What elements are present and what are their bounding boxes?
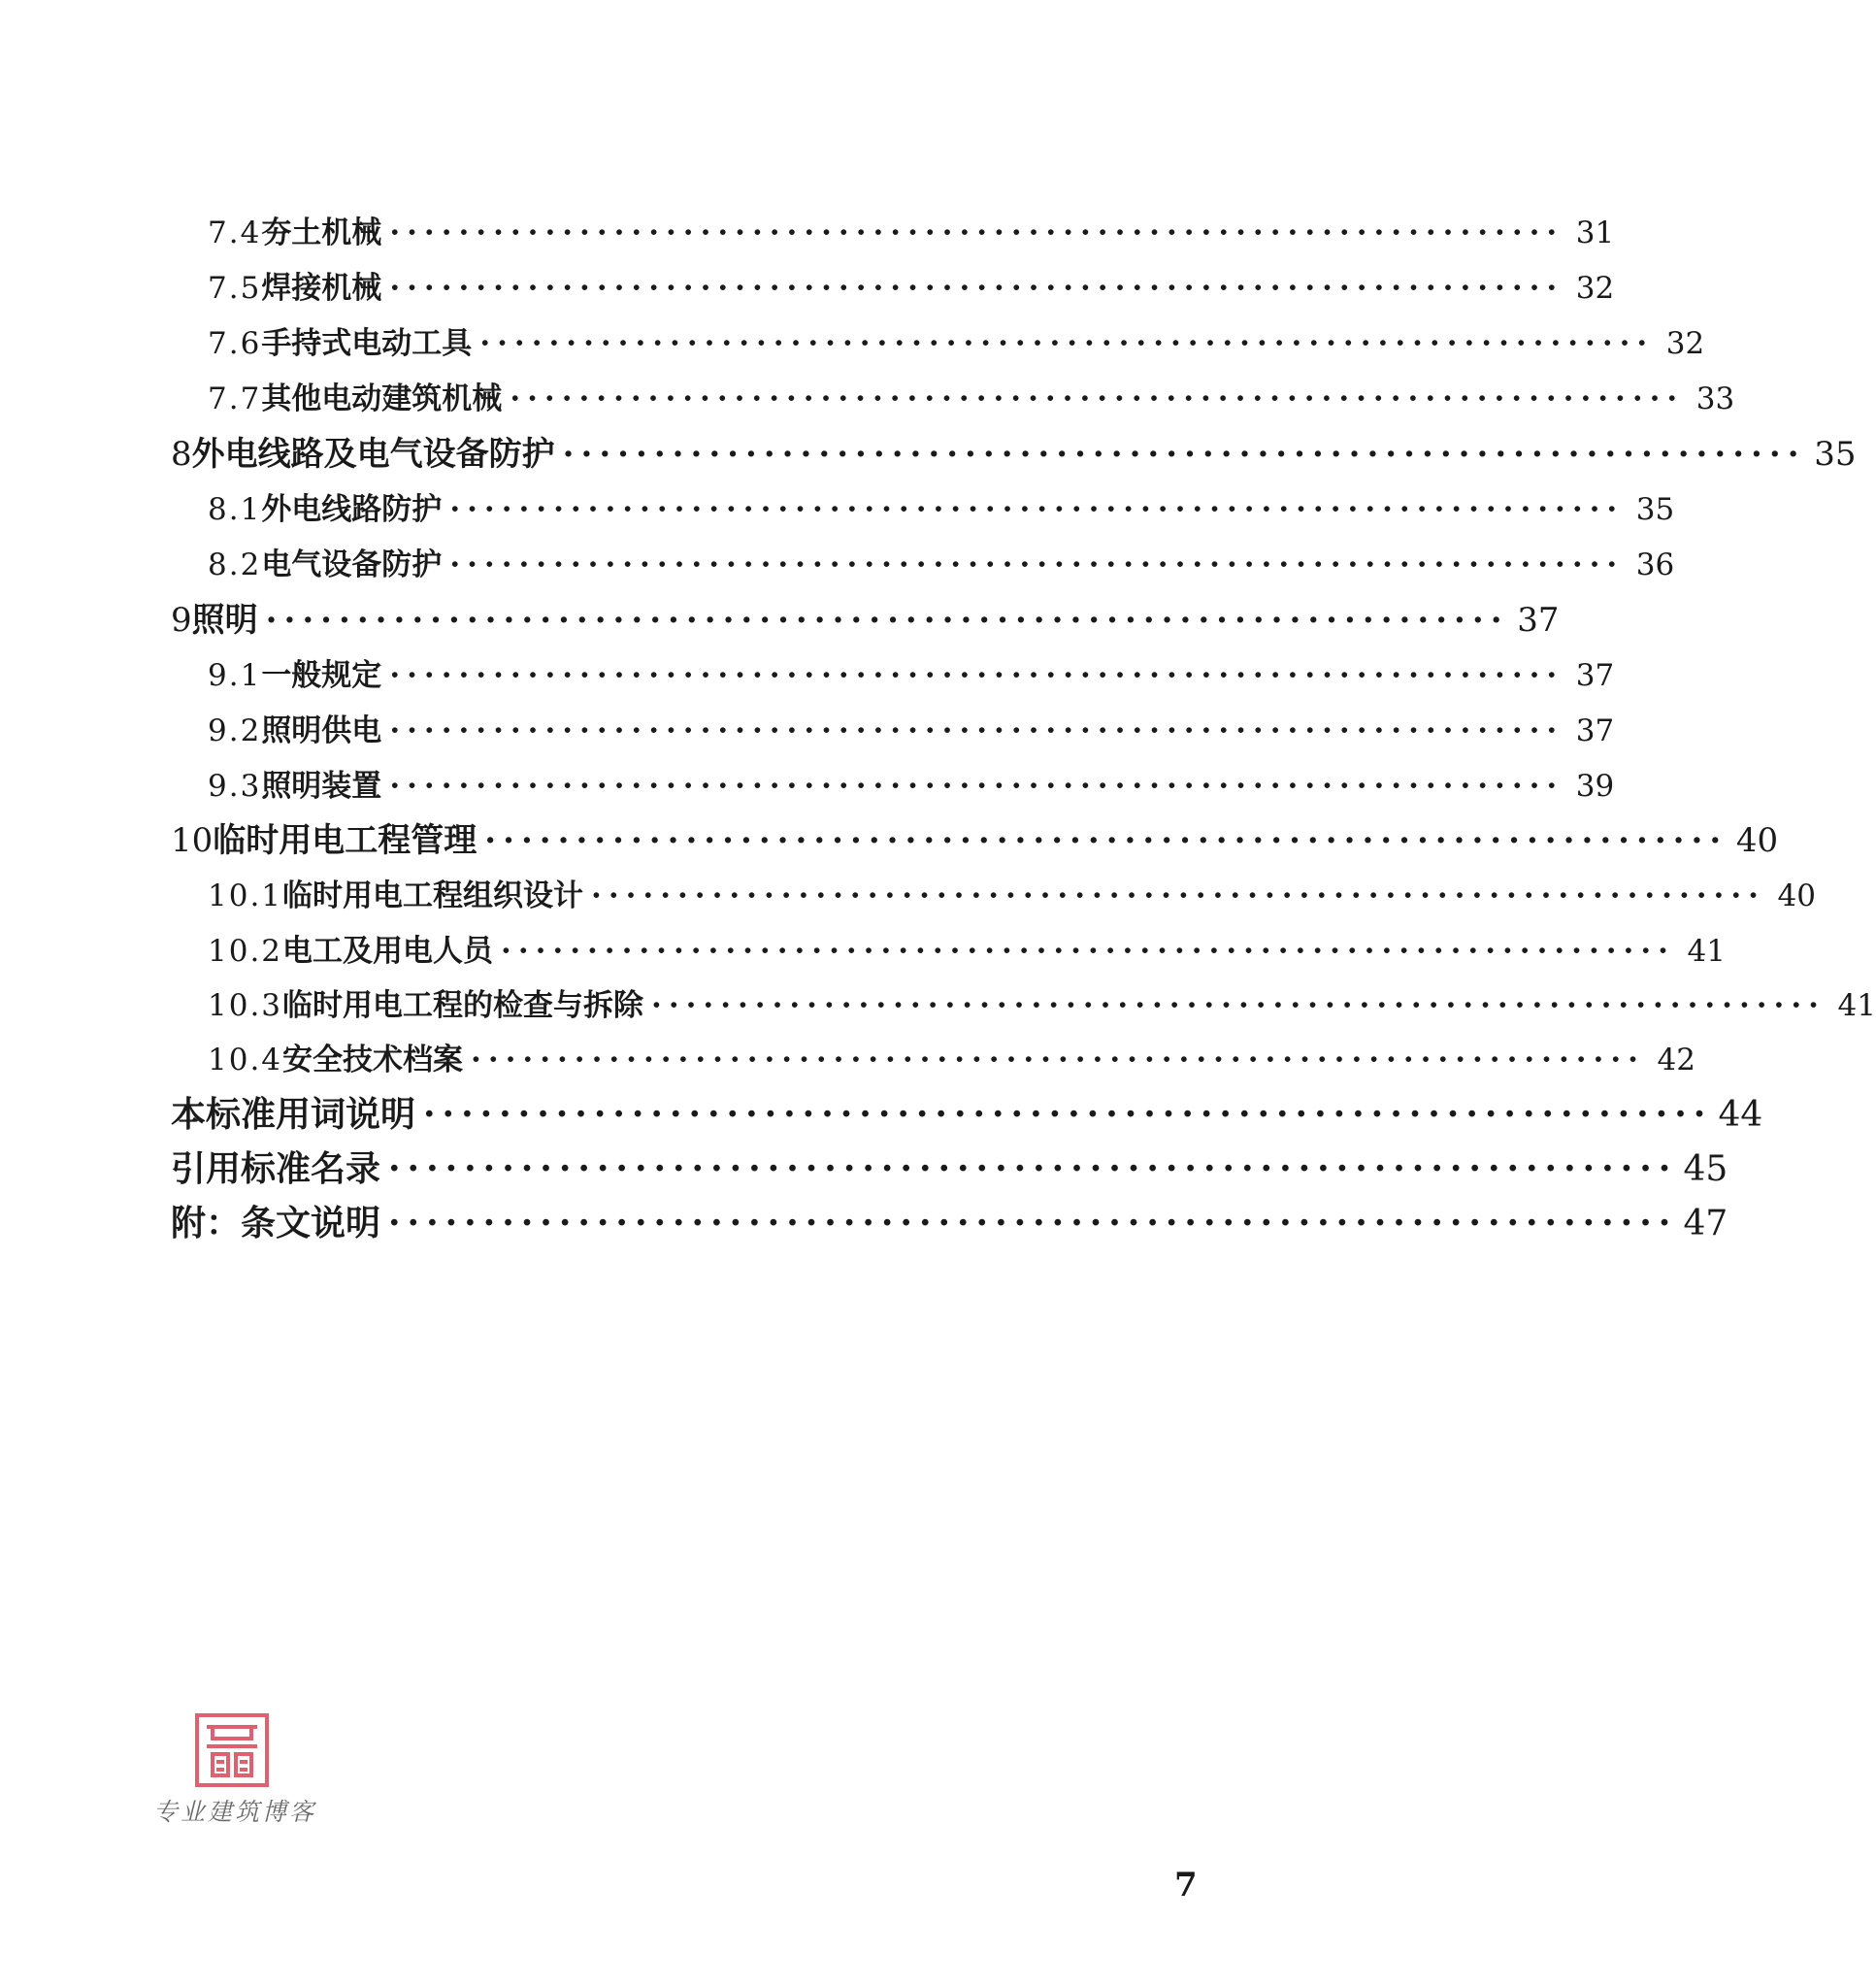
toc-entry-page: 33 <box>1695 381 1735 416</box>
toc-entry-title: 电气设备防护 <box>261 547 443 582</box>
toc-entry-page: 37 <box>1517 601 1560 640</box>
toc-entry-page: 39 <box>1575 769 1615 804</box>
toc-entry-number: 10.1 <box>208 878 283 913</box>
toc-entry[interactable] <box>208 318 1705 362</box>
toc-backmatter-entry[interactable] <box>171 1196 1728 1245</box>
toc-entry[interactable] <box>208 484 1675 528</box>
dot-leader: ···································································· <box>562 435 1806 474</box>
toc-entry[interactable] <box>208 650 1615 694</box>
dot-leader: ···································································· <box>389 713 1564 748</box>
dot-leader: ···································································· <box>389 215 1564 250</box>
toc-entry-page: 47 <box>1683 1204 1728 1243</box>
dot-leader: ···································································· <box>484 821 1728 860</box>
toc-entry-page: 32 <box>1575 271 1615 306</box>
toc-entry-title: 焊接机械 <box>261 271 382 306</box>
toc-entry-title: 照明装置 <box>261 769 382 804</box>
toc-entry-number: 8 <box>171 435 192 474</box>
toc-entry-page: 40 <box>1735 821 1779 860</box>
toc-entry-page: 35 <box>1814 435 1857 474</box>
toc-entry-number: 9.1 <box>208 658 262 693</box>
toc-entry-number: 10.3 <box>208 988 283 1023</box>
toc-entry-page: 37 <box>1575 658 1615 693</box>
toc-entry-number: 9 <box>171 601 192 640</box>
toc-entry-page: 37 <box>1575 713 1615 748</box>
dot-leader: ···································································· <box>388 1148 1678 1189</box>
toc-entry-title: 安全技术档案 <box>282 1043 464 1077</box>
toc-entry-number: 9.2 <box>208 713 262 748</box>
dot-leader: ···································································· <box>265 601 1509 640</box>
dot-leader: ···································································· <box>389 271 1564 306</box>
toc-entry-page: 44 <box>1718 1095 1763 1135</box>
toc-chapter-entry[interactable] <box>171 813 1779 861</box>
toc-chapter-entry[interactable] <box>171 593 1560 641</box>
toc-entry-title: 临时用电工程组织设计 <box>282 878 584 913</box>
toc-entry-title: 电工及用电人员 <box>282 934 494 969</box>
toc-entry-title: 照明 <box>191 601 258 640</box>
dot-leader: ···································································· <box>501 934 1675 969</box>
dot-leader: ···································································· <box>389 769 1564 804</box>
dot-leader: ···································································· <box>389 658 1564 693</box>
toc-entry[interactable] <box>208 980 1876 1024</box>
toc-entry-title: 外电线路及电气设备防护 <box>191 435 555 474</box>
toc-entry-title: 附：条文说明 <box>171 1203 381 1243</box>
toc-entry-title: 引用标准名录 <box>171 1148 381 1189</box>
toc-entry-title: 本标准用词说明 <box>171 1094 416 1135</box>
dot-leader: ···································································· <box>423 1094 1713 1135</box>
toc-backmatter-entry[interactable] <box>171 1142 1728 1191</box>
page-number: 7 <box>1174 1866 1198 1905</box>
toc-entry-page: 32 <box>1665 326 1705 361</box>
toc-entry-number: 10 <box>171 821 214 860</box>
toc-entry-number: 9.3 <box>208 769 262 804</box>
toc-entry-page: 40 <box>1777 878 1816 913</box>
toc-chapter-entry[interactable] <box>171 427 1857 475</box>
dot-leader: ···································································· <box>510 381 1685 416</box>
toc-entry-number: 8.2 <box>208 547 262 582</box>
toc-entry-title: 照明供电 <box>261 713 382 748</box>
toc-entry-page: 45 <box>1683 1149 1728 1189</box>
toc-entry[interactable] <box>208 1035 1695 1078</box>
toc-entry-number: 8.1 <box>208 492 262 527</box>
toc-entry-number: 10.4 <box>208 1043 283 1077</box>
dot-leader: ···································································· <box>651 988 1826 1023</box>
dot-leader: ···································································· <box>591 878 1765 913</box>
toc-entry[interactable] <box>208 374 1735 417</box>
seal-stamp-icon <box>193 1711 271 1789</box>
dot-leader: ···································································· <box>479 326 1655 361</box>
toc-entry-title: 临时用电工程管理 <box>213 821 477 860</box>
toc-entry-page: 41 <box>1837 988 1876 1023</box>
toc-entry[interactable] <box>208 540 1675 583</box>
dot-leader: ···································································· <box>388 1203 1678 1243</box>
dot-leader: ···································································· <box>471 1043 1645 1077</box>
toc-entry[interactable] <box>208 926 1726 970</box>
toc-entry-title: 一般规定 <box>261 658 382 693</box>
toc-entry-page: 35 <box>1635 492 1675 527</box>
toc-entry-page: 41 <box>1687 934 1726 969</box>
toc-entry-page: 36 <box>1635 547 1675 582</box>
toc-entry-number: 7.6 <box>208 326 262 361</box>
toc-entry[interactable] <box>208 706 1615 749</box>
toc-entry-title: 其他电动建筑机械 <box>261 381 503 416</box>
toc-entry-number: 7.4 <box>208 215 262 250</box>
toc-entry[interactable] <box>208 208 1615 251</box>
toc-backmatter-entry[interactable] <box>171 1087 1763 1137</box>
dot-leader: ···································································· <box>449 547 1625 582</box>
stamp-caption: 专业建筑博客 <box>153 1798 317 1826</box>
toc-entry-page: 31 <box>1575 215 1615 250</box>
toc-entry-number: 10.2 <box>208 934 283 969</box>
toc-entry[interactable] <box>208 263 1615 307</box>
toc-entry-title: 手持式电动工具 <box>261 326 473 361</box>
dot-leader: ···································································· <box>449 492 1625 527</box>
toc-entry-number: 7.5 <box>208 271 262 306</box>
toc-entry-page: 42 <box>1657 1043 1695 1077</box>
toc-entry-title: 临时用电工程的检查与拆除 <box>282 988 644 1023</box>
toc-entry-number: 7.7 <box>208 381 262 416</box>
toc-entry[interactable] <box>208 871 1816 914</box>
toc-entry[interactable] <box>208 761 1615 805</box>
toc-entry-title: 夯土机械 <box>261 215 382 250</box>
toc-entry-title: 外电线路防护 <box>261 492 443 527</box>
